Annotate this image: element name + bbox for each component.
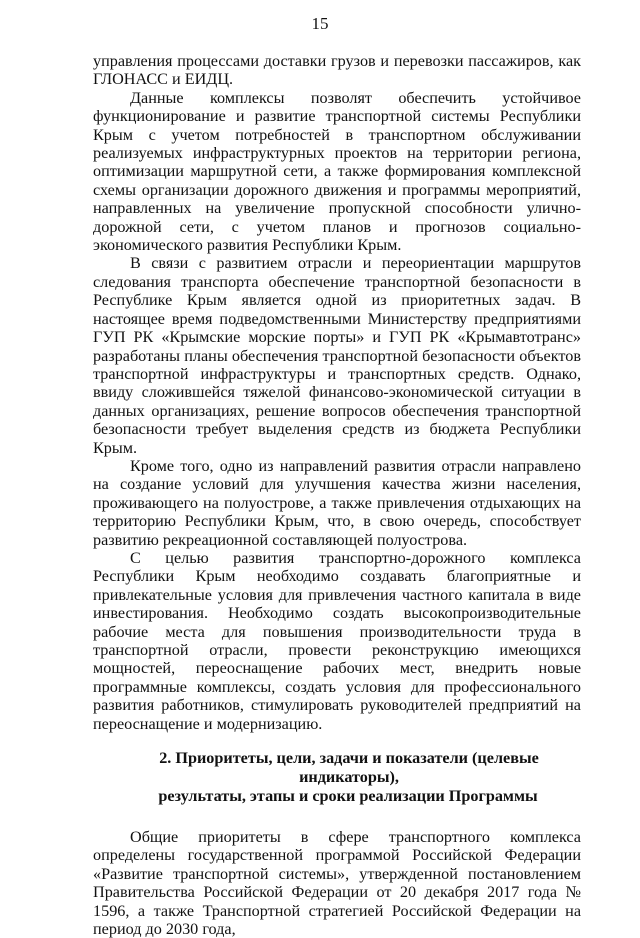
paragraph-living-conditions: Кроме того, одно из направлений развития отрасли направлено на создание условий для улучшения качества жизни населения, проживающего на полуострове, а также привлечения отдыхающих на территорию Республики Крым, что, в свою очередь, способствует развитию рекреационной составляющей полуострова. — [93, 456, 581, 549]
paragraph-investment: С целью развития транспортно-дорожного комплекса Республики Крым необходимо создавать благоприятные и привлекательные условия для привлечения частного капитала в виде инвестирования. Необходимо создать высокопроизводительные рабочие места для повышения производительности труда в транспортной отрасли, провести реконструкцию имеющихся мощностей, переоснащение рабочих мест, внедрить новые программные комплексы, создать условия для профессионального развития работников, стимулировать руководителей предприятий на переоснащение и модернизацию. — [93, 548, 581, 733]
paragraph-transport-security: В связи с развитием отрасли и переориентации маршрутов следования транспорта обеспечение транспортной безопасности в Республике Крым является одной из приоритетных задач. В настоящее время подведомственными Министерству предприятиями ГУП РК «Крымские морские порты» и ГУП РК «Крымавтотранс» разработаны планы обеспечения транспортной безопасности объектов транспортной инфраструктуры и транспортных средств. Однако, ввиду сложившейся тяжелой финансово-экономической ситуации в данных организациях, решение вопросов обеспечения транспортной безопасности требует выделения средств из бюджета Республики Крым. — [93, 254, 581, 457]
document-body — [93, 52, 581, 938]
section-heading — [93, 749, 581, 806]
section-heading-line-1: 2. Приоритеты, цели, задачи и показатели (целевые индикаторы), — [159, 749, 539, 787]
paragraph-priorities: Общие приоритеты в сфере транспортного комплекса определены государственной программой Российской Федерации «Развитие транспортной системы», утвержденной постановлением Правительства Российской Федерации от 20 декабря 2017 года № 1596, а также Транспортной стратегией Российской Федерации на период до 2030 года, — [93, 828, 581, 938]
page-number: 15 — [311, 14, 329, 33]
section-heading-line-2: результаты, этапы и сроки реализации Программы — [158, 787, 538, 806]
paragraph-continuation: управления процессами доставки грузов и перевозки пассажиров, как ГЛОНАСС и ЕИДЦ. — [93, 52, 581, 89]
paragraph-complexes: Данные комплексы позволят обеспечить устойчивое функционирование и развитие транспортной системы Республики Крым с учетом потребностей в транспортном обслуживании реализуемых инфраструктурных проектов на территории региона, оптимизации маршрутной сети, а также формирования комплексной схемы организации дорожного движения и программы мероприятий, направленных на увеличение пропускной способности улично-дорожной сети, с учетом планов и прогнозов социально-экономического развития Республики Крым. — [93, 88, 581, 255]
